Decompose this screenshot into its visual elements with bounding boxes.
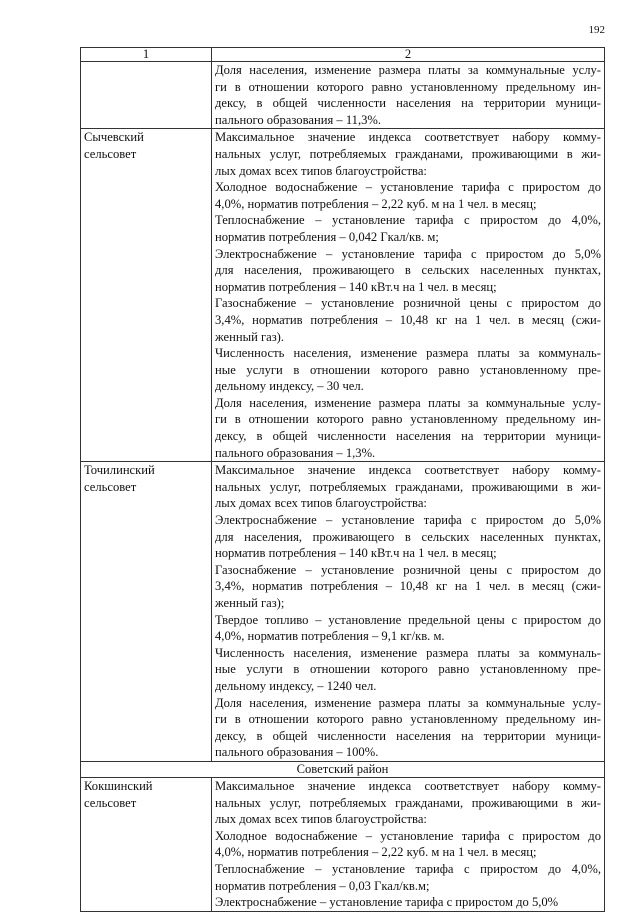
text-line: женный газ); xyxy=(215,596,285,610)
text-line: ные услуги в отношении которого равно установленному пре- xyxy=(215,362,601,377)
column-header-2: 2 xyxy=(212,48,605,62)
text-line: дексу, в общей численности населения на территории муници- xyxy=(215,429,601,444)
description-paragraph xyxy=(215,894,601,911)
text-line: для населения, проживающего в сельских населенных пунктах, xyxy=(215,529,601,544)
text-line: женный газ). xyxy=(215,329,285,344)
text-line: Доля населения, изменение размера платы за коммунальные услу- xyxy=(215,63,601,77)
text-line: лых домах всех типов благоустройства: xyxy=(215,496,427,511)
description-paragraph xyxy=(215,62,601,128)
text-line: дексу, в общей численности населения на территории муници- xyxy=(215,96,601,111)
municipality-cell xyxy=(81,62,212,129)
text-line: ги в отношении которого равно установленному предельному ин- xyxy=(215,712,601,727)
description-paragraph xyxy=(215,246,601,296)
text-line: ги в отношении которого равно установленному предельному ин- xyxy=(215,412,601,427)
municipality-cell xyxy=(81,462,212,762)
municipality-cell xyxy=(81,777,212,911)
description-paragraph xyxy=(215,861,601,894)
text-line: ги в отношении которого равно установленному предельному ин- xyxy=(215,79,601,94)
municipality-name-line: Сычевский xyxy=(84,130,144,145)
description-cell xyxy=(212,777,605,911)
text-line: Численность населения, изменение размера платы за коммуналь- xyxy=(215,645,601,660)
tariff-table xyxy=(80,47,605,912)
text-line: Газоснабжение – установление розничной цены с приростом до xyxy=(215,562,601,577)
text-line: Максимальное значение индекса соответствует набору комму- xyxy=(215,778,601,793)
municipality-name-line: сельсовет xyxy=(84,479,137,494)
text-line: 4,0%, норматив потребления – 9,1 кг/кв. м. xyxy=(215,629,445,644)
text-line: Газоснабжение – установление розничной цены с приростом до xyxy=(215,296,601,311)
municipality-name-line: Точилинский xyxy=(84,463,155,478)
description-cell xyxy=(212,462,605,762)
text-line: нальных услуг, потребляемых гражданами, проживающими в жи- xyxy=(215,479,601,494)
description-paragraph xyxy=(215,778,601,828)
description-paragraph xyxy=(215,129,601,179)
text-line: ные услуги в отношении которого равно установленному пре- xyxy=(215,662,601,677)
text-line: Максимальное значение индекса соответствует набору комму- xyxy=(215,463,601,478)
description-paragraph xyxy=(215,828,601,861)
text-line: пального образования – 100%. xyxy=(215,745,379,760)
text-line: Доля населения, изменение размера платы за коммунальные услу- xyxy=(215,395,601,410)
text-line: Доля населения, изменение размера платы за коммунальные услу- xyxy=(215,695,601,710)
description-cell xyxy=(212,129,605,462)
text-line: дельному индексу, – 1240 чел. xyxy=(215,678,377,693)
text-line: дексу, в общей численности населения на территории муници- xyxy=(215,728,601,743)
table-row xyxy=(81,777,605,911)
description-paragraph xyxy=(215,295,601,345)
municipality-name-line: сельсовет xyxy=(84,146,137,161)
text-line: Максимальное значение индекса соответствует набору комму- xyxy=(215,130,601,145)
text-line: Теплоснабжение – установление тарифа с приростом до 4,0%, xyxy=(215,861,601,876)
text-line: Электроснабжение – установление тарифа с приростом до 5,0% xyxy=(215,513,601,528)
table-row xyxy=(81,129,605,462)
description-paragraph xyxy=(215,512,601,562)
section-title: Советский район xyxy=(81,761,605,777)
municipality-name-line: Кокшинский xyxy=(84,778,153,793)
municipality-cell xyxy=(81,129,212,462)
description-paragraph xyxy=(215,212,601,245)
text-line: норматив потребления – 0,042 Гкал/кв. м; xyxy=(215,229,439,244)
text-line: норматив потребления – 0,03 Гкал/кв.м; xyxy=(215,878,430,893)
table-header-row xyxy=(81,48,605,62)
description-paragraph xyxy=(215,179,601,212)
description-paragraph xyxy=(215,695,601,761)
description-paragraph xyxy=(215,345,601,395)
page-number: 192 xyxy=(588,24,605,36)
text-line: Электроснабжение – установление тарифа с приростом до 5,0% xyxy=(215,246,601,261)
table-row xyxy=(81,62,605,129)
text-line: 3,4%, норматив потребления – 10,48 кг на 1 чел. в месяц (сжи- xyxy=(215,579,601,594)
text-line: Электроснабжение – установление тарифа с приростом до 5,0% xyxy=(215,895,559,910)
text-line: Холодное водоснабжение – установление тарифа с приростом до xyxy=(215,828,601,843)
text-line: для населения, проживающего в сельских населенных пунктах, xyxy=(215,263,601,278)
description-paragraph xyxy=(215,562,601,612)
text-line: Холодное водоснабжение – установление тарифа с приростом до xyxy=(215,180,601,195)
text-line: лых домах всех типов благоустройства: xyxy=(215,812,427,827)
table-row xyxy=(81,462,605,762)
description-paragraph xyxy=(215,612,601,645)
text-line: нальных услуг, потребляемых гражданами, проживающими в жи- xyxy=(215,146,601,161)
section-row xyxy=(81,761,605,777)
text-line: 4,0%, норматив потребления – 2,22 куб. м на 1 чел. в месяц; xyxy=(215,845,537,860)
text-line: пального образования – 1,3%. xyxy=(215,445,376,460)
text-line: 4,0%, норматив потребления – 2,22 куб. м на 1 чел. в месяц; xyxy=(215,196,537,211)
description-cell xyxy=(212,62,605,129)
text-line: дельному индексу, – 30 чел. xyxy=(215,379,364,394)
column-header-1: 1 xyxy=(81,48,212,62)
municipality-name-line: сельсовет xyxy=(84,795,137,810)
text-line: 3,4%, норматив потребления – 10,48 кг на 1 чел. в месяц (сжи- xyxy=(215,312,601,327)
text-line: лых домах всех типов благоустройства: xyxy=(215,163,427,178)
description-paragraph xyxy=(215,462,601,512)
description-paragraph xyxy=(215,395,601,461)
description-paragraph xyxy=(215,645,601,695)
text-line: Численность населения, изменение размера платы за коммуналь- xyxy=(215,346,601,361)
text-line: пального образования – 11,3%. xyxy=(215,112,382,127)
text-line: нальных услуг, потребляемых гражданами, проживающими в жи- xyxy=(215,795,601,810)
text-line: Твердое топливо – установление предельной цены с приростом до xyxy=(215,612,601,627)
text-line: Теплоснабжение – установление тарифа с приростом до 4,0%, xyxy=(215,213,601,228)
text-line: норматив потребления – 140 кВт.ч на 1 чел. в месяц; xyxy=(215,279,497,294)
text-line: норматив потребления – 140 кВт.ч на 1 чел. в месяц; xyxy=(215,546,497,561)
